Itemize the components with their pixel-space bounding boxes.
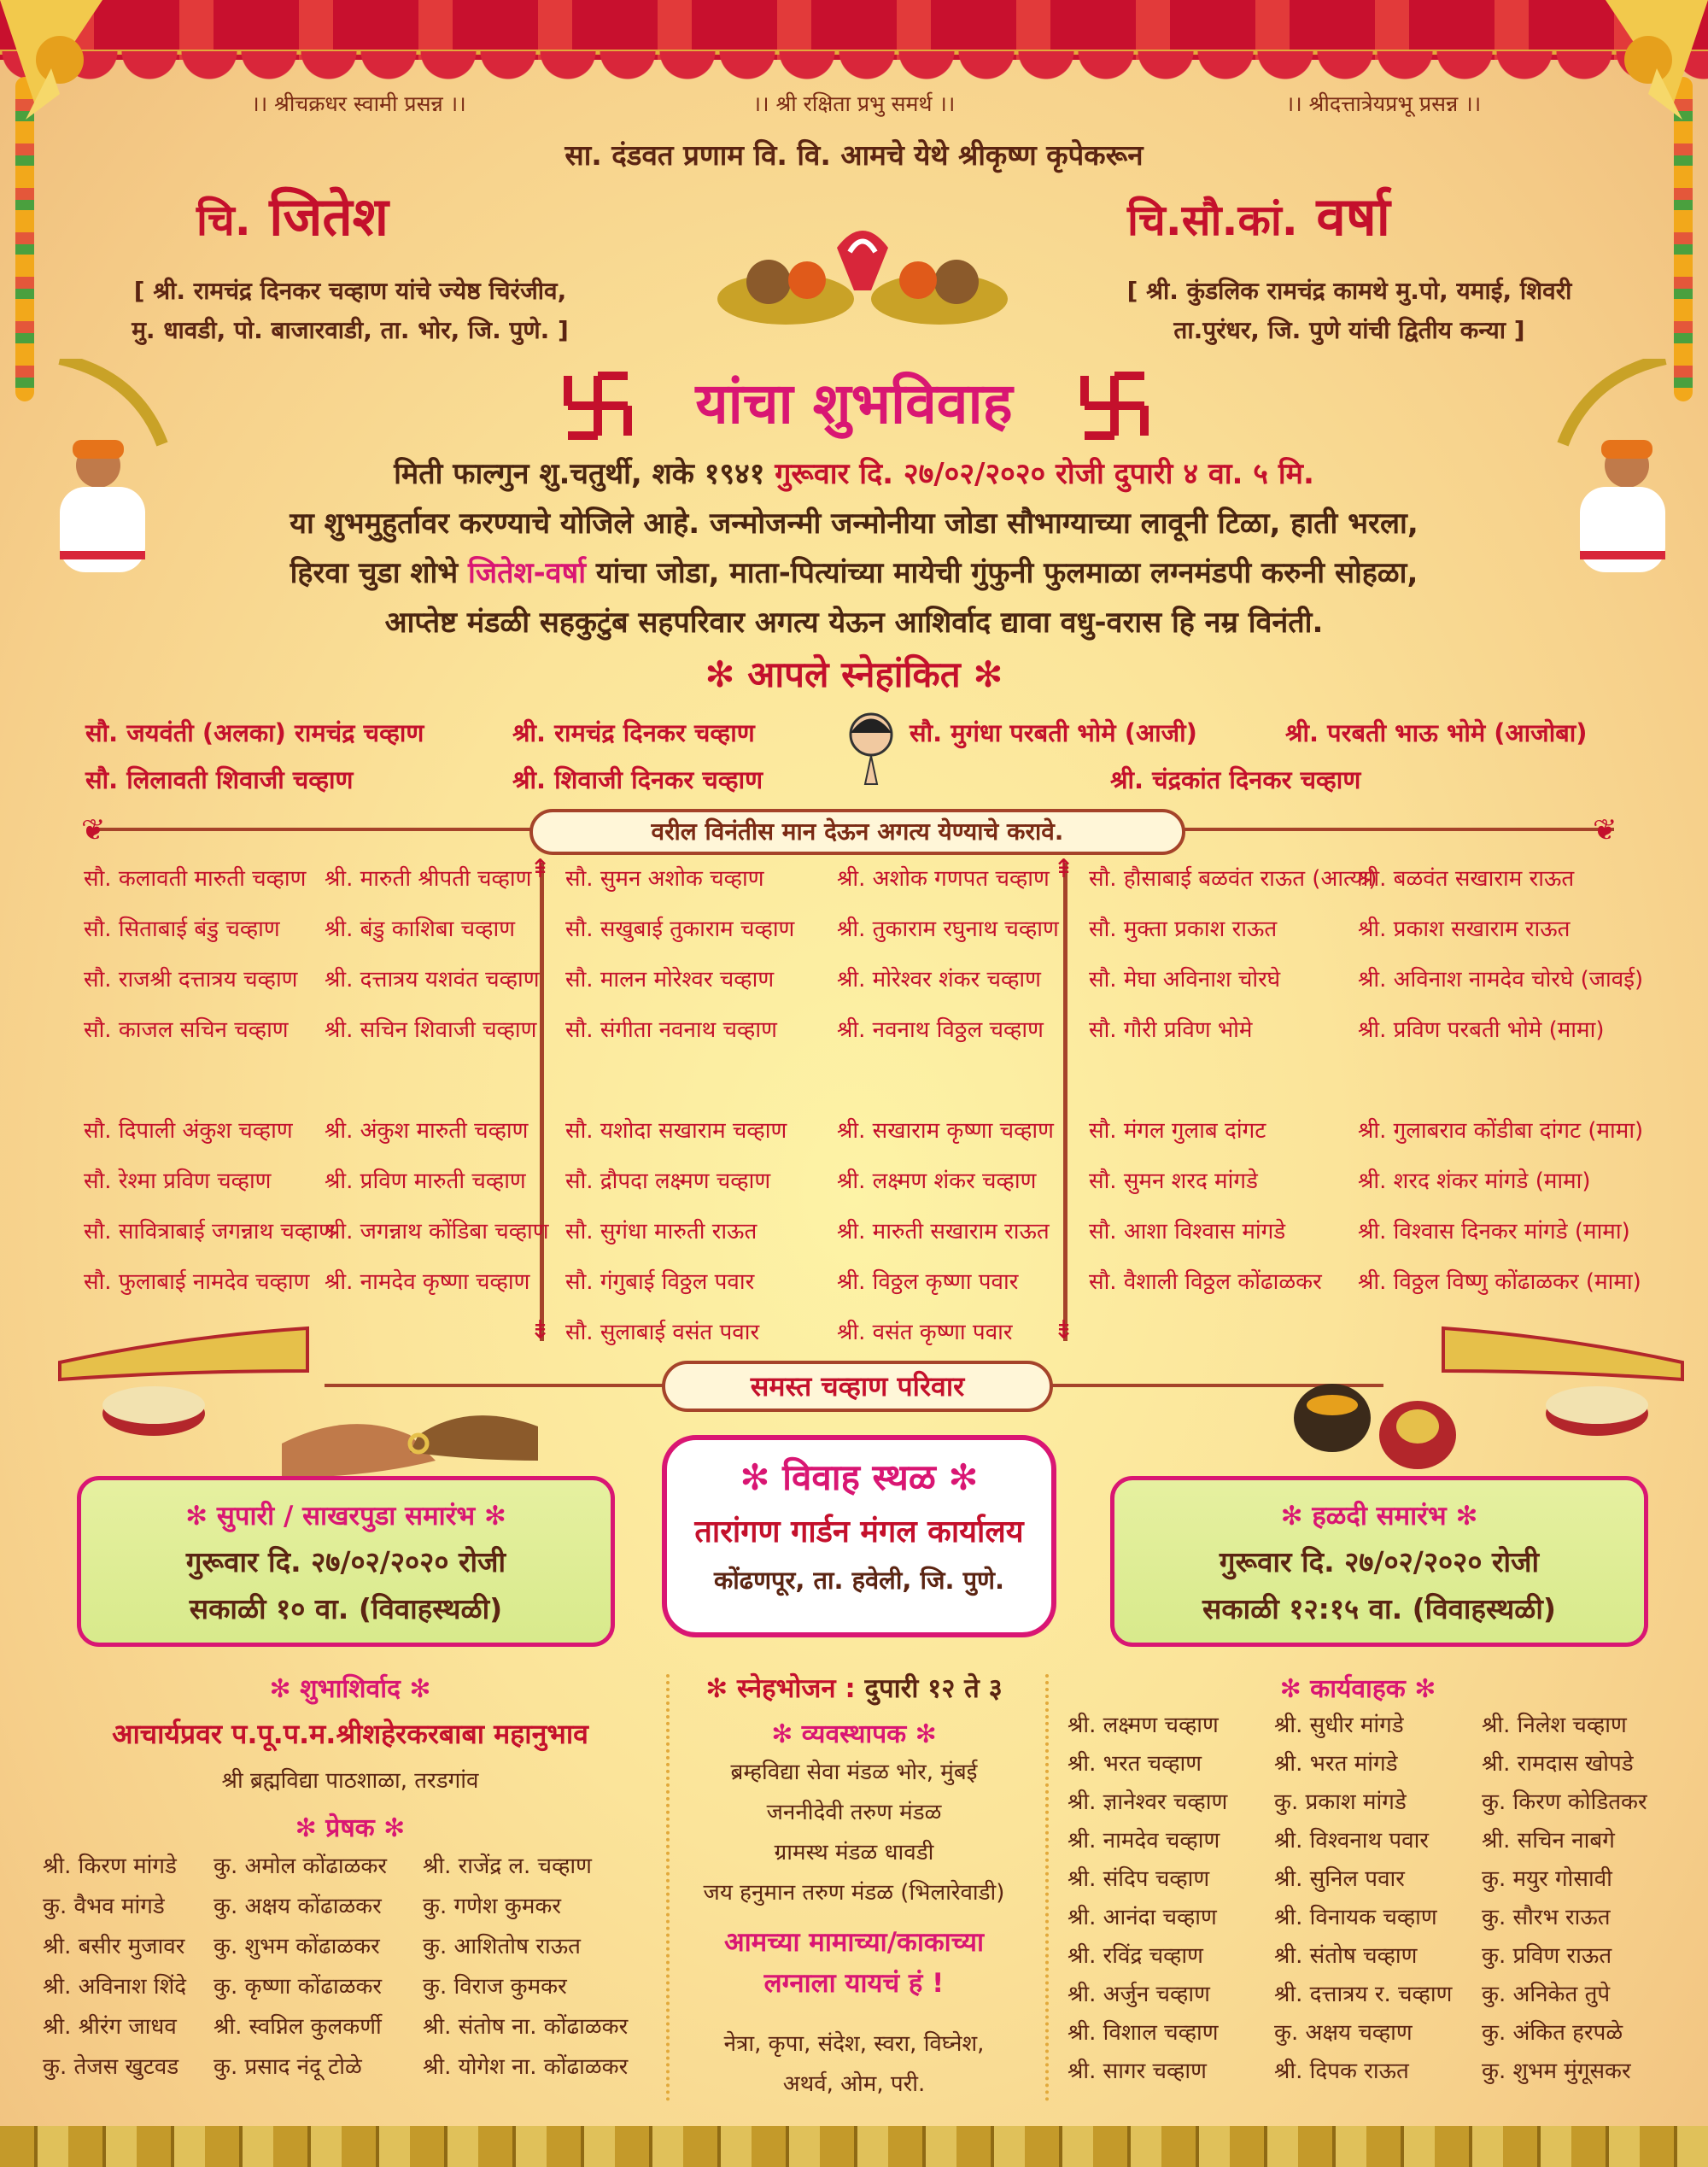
list-item: ब्रम्हविद्या सेवा मंडळ भोर, मुंबई [730, 1760, 978, 1785]
list-item: श्री. सचिन शिवाजी चव्हाण [325, 1017, 537, 1043]
list-item: कु. प्रकाश मांगडे [1274, 1789, 1407, 1815]
groom-prefix: चि. [196, 196, 251, 245]
list-item: कु. शुभम मुंगूसकर [1482, 2059, 1631, 2084]
column-divider-2 [1063, 863, 1068, 1341]
list-item: श्री. योगेश ना. कोंढाळकर [423, 2054, 629, 2080]
headline-shubhvivah: यांचा शुभविवाह [695, 371, 1013, 436]
list-item: सौ. मेघा अविनाश चोरघे [1089, 967, 1281, 993]
kids-message-line2: लग्नाला यायचं हं ! [763, 1968, 945, 1999]
list-item: श्री. विठ्ठल विष्णु कोंढाळकर (मामा) [1358, 1269, 1641, 1295]
invitation-couple-name: जितेश-वर्षा [468, 556, 587, 590]
bride-parents-line1: [ श्री. कुंडलिक रामचंद्र कामथे मु.पो, यमाई, शिवरी [1126, 277, 1572, 305]
list-item: सौ. गंगुबाई विठ्ठल पवार [565, 1269, 755, 1295]
family-pill: समस्त चव्हाण परिवार [662, 1361, 1053, 1412]
prerak-heading: ✻ प्रेषक ✻ [295, 1813, 406, 1843]
karyavahak-col-1 [1068, 1707, 1227, 2091]
list-item: सौ. गौरी प्रविण भोमे [1089, 1017, 1253, 1043]
list-spacer [1089, 1056, 1378, 1106]
supari-time: सकाळी १० वा. (विवाहस्थळी) [189, 1592, 503, 1625]
list-item: सौ. काजल सचिन चव्हाण [84, 1017, 289, 1043]
list-item: श्री. मारुती श्रीपती चव्हाण [325, 866, 532, 892]
list-item: सौ. सुलाबाई वसंत पवार [565, 1320, 760, 1345]
kids-message [666, 1922, 1042, 2004]
venue-name: तारांगण गार्डन मंगल कार्यालय [694, 1514, 1024, 1549]
top-scallop-border [0, 51, 1708, 85]
bride-name-line [1127, 179, 1571, 251]
divider-ornament-right-icon: ❦ [1593, 813, 1617, 847]
divider-ornament-left-icon: ❦ [81, 813, 106, 847]
list-item: श्री. प्रविण परबती भोमे (मामा) [1358, 1017, 1605, 1043]
kids-names [666, 2024, 1042, 2105]
arrow-top-1-icon: ⇞ [529, 854, 552, 884]
list-item: कु. अंकित हरपळे [1482, 2020, 1623, 2046]
invitation-line-1a: मिती फाल्गुन शु.चतुर्थी, शके १९४१ [394, 457, 765, 491]
list-item: कु. तेजस खुटवड [43, 2054, 179, 2080]
invitation-line-4: आप्तेष्ट मंडळी सहकुटुंब सहपरिवार अगत्य येऊन आशिर्वाद द्यावा वधु-वरास हि नम्र विनंती. [384, 606, 1324, 640]
list-item: सौ. फुलाबाई नामदेव चव्हाण [84, 1269, 310, 1295]
list-item: कु. प्रविण राऊत [1482, 1943, 1612, 1969]
snehankit-title-text: आपले स्नेहांकित [747, 653, 961, 695]
bride-parents [1042, 272, 1657, 350]
invitation-line-1 [171, 450, 1537, 498]
arrow-bottom-1-icon: ⇟ [529, 1315, 552, 1345]
list-item: सौ. सावित्राबाई जगन्नाथ चव्हाण [84, 1219, 335, 1245]
list-item: श्री. अंकुश मारुती चव्हाण [325, 1118, 529, 1144]
relatives-col-5 [1089, 854, 1378, 1308]
list-item: श्री. बंडु काशिबा चव्हाण [325, 917, 516, 942]
list-item: जय हनुमान तरुण मंडळ (भिलारेवाडी) [703, 1880, 1005, 1906]
list-item: श्री. विठ्ठल कृष्णा पवार [837, 1269, 1019, 1295]
list-item: सौ. मंगल गुलाब दांगट [1089, 1118, 1266, 1144]
invitation-line-3 [171, 549, 1537, 597]
right-flower-garland [1674, 77, 1693, 401]
list-item: श्री. भरत मांगडे [1274, 1751, 1398, 1777]
list-item: सौ. रेश्मा प्रविण चव्हाण [84, 1168, 272, 1194]
snehankit-2: श्री. रामचंद्र दिनकर चव्हाण [512, 718, 755, 747]
list-item: कु. किरण कोडितकर [1482, 1789, 1647, 1815]
groom-parents-line2: मु. धावडी, पो. बाजारवाडी, ता. भोर, जि. पुणे. ] [132, 316, 569, 344]
list-item: ग्रामस्थ मंडळ धावडी [774, 1840, 934, 1865]
list-item: श्री. जगन्नाथ कोंडिबा चव्हाण [325, 1219, 549, 1245]
list-item: श्री. लक्ष्मण चव्हाण [1068, 1713, 1219, 1738]
list-item: श्री. विनायक चव्हाण [1274, 1905, 1437, 1930]
list-item: सौ. आशा विश्वास मांगडे [1089, 1219, 1286, 1245]
prerak-col-2 [214, 1847, 387, 2088]
list-item: श्री. सागर चव्हाण [1068, 2059, 1207, 2084]
invitation-line-2: या शुभमुहुर्तावर करण्याचे योजिले आहे. जन्मोजन्मी जन्मोनीया जोडा सौभाग्याच्या लावूनी टिळा, हाती भरला, [290, 507, 1418, 541]
list-spacer [1358, 1056, 1643, 1106]
haldi-date: गुरूवार दि. २७/०२/२०२० रोजी [1219, 1545, 1540, 1578]
list-item: कु. गणेश कुमकर [423, 1894, 561, 1919]
supari-box [77, 1476, 615, 1647]
list-item: श्री. स्वप्निल कुलकर्णी [214, 2014, 382, 2040]
vyavasthapak-title-text: व्यवस्थापक [801, 1719, 907, 1749]
namaste-girl-icon [841, 709, 901, 786]
list-spacer [565, 1056, 794, 1106]
list-spacer [325, 1056, 549, 1106]
supari-date: गुरूवार दि. २७/०२/२०२० रोजी [185, 1545, 506, 1578]
list-item: श्री. मोरेश्वर शंकर चव्हाण [837, 967, 1041, 993]
blessing-place: श्री ब्रह्मविद्या पाठशाळा, तरडगांव [221, 1768, 479, 1794]
vyavasthapak-list [666, 1753, 1042, 1913]
haldi-box [1110, 1476, 1648, 1647]
kids-names-line1: नेत्रा, कृपा, संदेश, स्वरा, विघ्नेश, [723, 2031, 985, 2057]
list-item: श्री. विश्वास दिनकर मांगडे (मामा) [1358, 1219, 1630, 1245]
relatives-col-2 [325, 854, 552, 1308]
list-item: कु. अक्षय कोंढाळकर [214, 1894, 382, 1919]
list-item: श्री. वसंत कृष्णा पवार [837, 1320, 1013, 1345]
list-item: सौ. हौसाबाई बळवंत राऊत (आत्या) [1089, 866, 1378, 892]
groom-name-line [196, 179, 555, 251]
list-item: श्री. विश्वनाथ पवार [1274, 1828, 1430, 1854]
list-item: कु. अक्षय चव्हाण [1274, 2020, 1413, 2046]
snehbhojan-time: दुपारी १२ ते ३ [864, 1673, 1003, 1704]
list-item: श्री. अविनाश नामदेव चोरघे (जावई) [1358, 967, 1644, 993]
blessing-title-text: शुभाशिर्वाद [300, 1674, 401, 1704]
right-drums-trumpet-icon [1435, 1320, 1691, 1439]
snehbhojan-line: ✻ स्नेहभोजन : दुपारी १२ ते ३ [705, 1673, 1003, 1704]
list-item: श्री. बळवंत सखाराम राऊत [1358, 866, 1575, 892]
haldi-title-text: हळदी समारंभ [1312, 1501, 1447, 1532]
list-item: कु. आशितोष राऊत [423, 1934, 581, 1959]
list-item: श्री. संतोष ना. कोंढाळकर [423, 2014, 629, 2040]
list-item: श्री. प्रविण मारुती चव्हाण [325, 1168, 526, 1194]
invocation-line: सा. दंडवत प्रणाम वि. वि. आमचे येथे श्रीकृष्ण कृपेकरून [564, 138, 1144, 172]
list-item: सौ. सुमन अशोक चव्हाण [565, 866, 764, 892]
venue-title: ✻ विवाह स्थळ ✻ [740, 1456, 979, 1498]
list-item: सौ. सुमन शरद मांगडे [1089, 1168, 1258, 1194]
list-item: श्री. नामदेव चव्हाण [1068, 1828, 1220, 1854]
bride-name: वर्षा [1316, 185, 1390, 248]
snehankit-title: ✻ आपले स्नेहांकित ✻ [705, 653, 1003, 695]
blessing-right: ।। श्रीदत्तात्रेयप्रभू प्रसन्न ।। [1285, 91, 1482, 116]
list-item: श्री. आनंदा चव्हाण [1068, 1905, 1217, 1930]
list-item: कु. प्रसाद नंदू टोळे [214, 2054, 362, 2080]
kids-names-line2: अथर्व, ओम, परी. [782, 2071, 926, 2097]
list-item: श्री. अर्जुन चव्हाण [1068, 1982, 1210, 2007]
list-item: कु. अमोल कोंढाळकर [214, 1854, 387, 1879]
groom-parents-line1: [ श्री. रामचंद्र दिनकर चव्हाण यांचे ज्येष्ठ चिरंजीव, [133, 277, 567, 305]
arrow-top-2-icon: ⇞ [1053, 854, 1075, 884]
list-item: कु. शुभम कोंढाळकर [214, 1934, 380, 1959]
list-item: श्री. अविनाश शिंदे [43, 1974, 187, 2000]
list-item: श्री. बसीर मुजावर [43, 1934, 185, 1959]
snehbhojan-label: स्नेहभोजन : [737, 1673, 856, 1704]
relatives-col-3 [565, 854, 794, 1358]
venue-box [662, 1435, 1056, 1637]
list-item: श्री. अशोक गणपत चव्हाण [837, 866, 1050, 892]
snehankit-7: श्री. चंद्रकांत दिनकर चव्हाण [1110, 765, 1361, 794]
list-item: कु. वैभव मांगडे [43, 1894, 165, 1919]
list-item: श्री. लक्ष्मण शंकर चव्हाण [837, 1168, 1037, 1194]
snehankit-4: श्री. परबती भाऊ भोमे (आजोबा) [1285, 718, 1588, 747]
list-item: सौ. द्रौपदा लक्ष्मण चव्हाण [565, 1168, 771, 1194]
relatives-col-1 [84, 854, 335, 1308]
karyavahak-title-text: कार्यवाहक [1310, 1674, 1406, 1704]
supari-title-text: सुपारी / साखरपुडा समारंभ [216, 1501, 476, 1532]
list-item: श्री. नवनाथ विठ्ठल चव्हाण [837, 1017, 1044, 1043]
snehankit-6: श्री. शिवाजी दिनकर चव्हाण [512, 765, 763, 794]
kids-message-line1: आमच्या मामाच्या/काकाच्या [724, 1927, 984, 1958]
list-item: श्री. ज्ञानेश्वर चव्हाण [1068, 1789, 1228, 1815]
list-spacer [84, 1056, 335, 1106]
list-item: सौ. कलावती मारुती चव्हाण [84, 866, 307, 892]
blessing-left: ।। श्रीचक्रधर स्वामी प्रसन्न ।। [251, 91, 466, 116]
karyavahak-col-3 [1482, 1707, 1647, 2091]
wedding-ritual-coconut-icon [700, 214, 1025, 342]
list-item: जननीदेवी तरुण मंडळ [766, 1800, 942, 1825]
list-item: सौ. सुगंधा मारुती राऊत [565, 1219, 757, 1245]
bride-parents-line2: ता.पुरंधर, जि. पुणे यांची द्वितीय कन्या ] [1173, 316, 1525, 344]
list-item: कु. कृष्णा कोंढाळकर [214, 1974, 383, 2000]
swastik-left-icon [559, 367, 636, 444]
list-item: सौ. दिपाली अंकुश चव्हाण [84, 1118, 293, 1144]
blessing-center: ।। श्री रक्षिता प्रभु समर्थ ।। [752, 91, 956, 116]
list-item: कु. अनिकेत तुपे [1482, 1982, 1611, 2007]
list-item: श्री. श्रीरंग जाधव [43, 2014, 177, 2040]
haldi-time: सकाळी १२:१५ वा. (विवाहस्थळी) [1202, 1592, 1556, 1625]
invitation-line-3c: यांचा जोडा, माता-पित्यांच्या मायेची गुंफुनी फुलमाळा लग्नमंडपी करुनी सोहळा, [595, 556, 1418, 590]
list-item: श्री. रविंद्र चव्हाण [1068, 1943, 1203, 1969]
left-flower-garland [15, 77, 34, 401]
groom-parents [51, 272, 649, 350]
list-item: श्री. निलेश चव्हाण [1482, 1713, 1627, 1738]
vyavasthapak-heading: ✻ व्यवस्थापक ✻ [771, 1719, 937, 1749]
list-item: सौ. यशोदा सखाराम चव्हाण [565, 1118, 787, 1144]
list-item: श्री. प्रकाश सखाराम राऊत [1358, 917, 1571, 942]
list-item: सौ. सखुबाई तुकाराम चव्हाण [565, 917, 795, 942]
request-pill: वरील विनंतीस मान देऊन अगत्य येण्याचे करावे. [529, 809, 1185, 855]
karyavahak-col-2 [1274, 1707, 1452, 2091]
list-item: श्री. रामदास खोपडे [1482, 1751, 1634, 1777]
list-item: श्री. विशाल चव्हाण [1068, 2020, 1219, 2046]
list-item: सौ. मुक्ता प्रकाश राऊत [1089, 917, 1278, 942]
blessing-guru-name: आचार्यप्रवर प.पू.प.म.श्रीशहेरकरबाबा महानुभाव [112, 1718, 588, 1750]
list-item: श्री. नामदेव कृष्णा चव्हाण [325, 1269, 530, 1295]
bottom-border-band [0, 2126, 1708, 2167]
arrow-bottom-2-icon: ⇟ [1053, 1315, 1075, 1345]
prerak-col-3 [423, 1847, 628, 2088]
prerak-col-1 [43, 1847, 186, 2088]
right-trumpeter-icon [1520, 359, 1691, 581]
prerak-title-text: प्रेषक [325, 1813, 375, 1843]
blessing-heading: ✻ शुभाशिर्वाद ✻ [269, 1674, 431, 1704]
list-item: श्री. भरत चव्हाण [1068, 1751, 1202, 1777]
list-item: कु. सौरभ राऊत [1482, 1905, 1611, 1930]
list-item: श्री. राजेंद्र ल. चव्हाण [423, 1854, 592, 1879]
list-item: कु. विराज कुमकर [423, 1974, 567, 2000]
venue-title-text: विवाह स्थळ [782, 1456, 936, 1498]
list-item: श्री. सखाराम कृष्णा चव्हाण [837, 1118, 1054, 1144]
list-item: सौ. संगीता नवनाथ चव्हाण [565, 1017, 777, 1043]
karyavahak-heading: ✻ कार्यवाहक ✻ [1279, 1674, 1436, 1704]
list-spacer [837, 1056, 1059, 1106]
list-item: सौ. वैशाली विठ्ठल कोंढाळकर [1089, 1269, 1322, 1295]
list-item: श्री. संतोष चव्हाण [1274, 1943, 1418, 1969]
list-item: श्री. शरद शंकर मांगडे (मामा) [1358, 1168, 1591, 1194]
list-item: श्री. संदिप चव्हाण [1068, 1866, 1210, 1892]
swastik-right-icon [1076, 367, 1153, 444]
bride-prefix: चि.सौ.कां. [1127, 196, 1298, 245]
list-item: श्री. किरण मांगडे [43, 1854, 177, 1879]
list-item: सौ. सिताबाई बंडु चव्हाण [84, 917, 280, 942]
list-item: श्री. सुनिल पवार [1274, 1866, 1405, 1892]
list-item: सौ. राजश्री दत्तात्रय चव्हाण [84, 967, 298, 993]
list-item: श्री. दत्तात्रय र. चव्हाण [1274, 1982, 1453, 2007]
snehankit-1: सौ. जयवंती (अलका) रामचंद्र चव्हाण [85, 718, 424, 747]
list-item: सौ. मालन मोरेश्वर चव्हाण [565, 967, 775, 993]
list-item: श्री. गुलाबराव कोंडीबा दांगट (मामा) [1358, 1118, 1644, 1144]
list-item: श्री. दिपक राऊत [1274, 2059, 1409, 2084]
invitation-line-1b: गुरूवार दि. २७/०२/२०२० रोजी दुपारी ४ वा. ५ मि. [775, 457, 1314, 491]
groom-name: जितेश [269, 185, 389, 248]
list-item: श्री. सचिन नाबगे [1482, 1828, 1615, 1854]
relatives-col-6 [1358, 854, 1643, 1308]
list-item: श्री. दत्तात्रय यशवंत चव्हाण [325, 967, 540, 993]
snehankit-5: सौ. लिलावती शिवाजी चव्हाण [85, 765, 354, 794]
relatives-col-4 [837, 854, 1059, 1358]
list-item: श्री. तुकाराम रघुनाथ चव्हाण [837, 917, 1059, 942]
list-item: कु. मयुर गोसावी [1482, 1866, 1612, 1892]
left-ribbon-bow-icon [0, 0, 137, 120]
venue-address: कोंढणपूर, ता. हवेली, जि. पुणे. [713, 1566, 1005, 1595]
snehankit-3: सौ. मुगंधा परबती भोमे (आजी) [910, 718, 1197, 747]
supari-title: ✻ सुपारी / साखरपुडा समारंभ ✻ [185, 1501, 506, 1532]
haldi-title: ✻ हळदी समारंभ ✻ [1280, 1501, 1478, 1532]
list-item: श्री. सुधीर मांगडे [1274, 1713, 1404, 1738]
invitation-line-3a: हिरवा चुडा शोभे [290, 556, 459, 590]
list-item: श्री. मारुती सखाराम राऊत [837, 1219, 1050, 1245]
